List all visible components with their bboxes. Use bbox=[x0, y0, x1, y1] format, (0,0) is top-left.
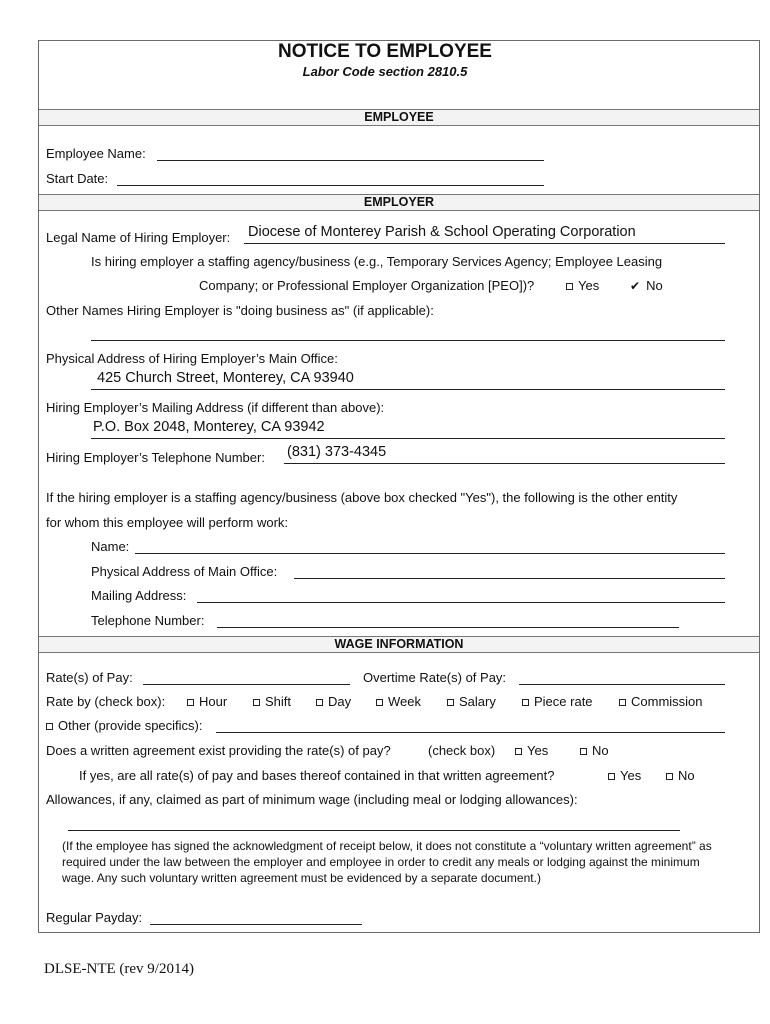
rate-option-day[interactable] bbox=[316, 694, 351, 709]
other-entity-phone-field[interactable] bbox=[217, 627, 679, 628]
wage-section-header: WAGE INFORMATION bbox=[39, 636, 759, 653]
legal-name-value: Diocese of Monterey Parish & School Operating Corporation bbox=[248, 224, 636, 240]
checkbox-icon[interactable] bbox=[566, 283, 573, 290]
staffing-question-line2: Company; or Professional Employer Organization [PEO])? bbox=[199, 278, 535, 293]
start-date-field[interactable] bbox=[117, 185, 544, 186]
legal-name-field[interactable] bbox=[244, 243, 725, 244]
checkbox-icon[interactable] bbox=[608, 773, 615, 780]
dba-label: Other Names Hiring Employer is "doing business as" (if applicable): bbox=[46, 303, 434, 318]
form-title: NOTICE TO EMPLOYEE bbox=[278, 41, 492, 62]
mailing-address-label: Hiring Employer’s Mailing Address (if different than above): bbox=[46, 400, 385, 415]
yes-label: Yes bbox=[527, 743, 549, 758]
other-entity-name-label: Name: bbox=[91, 539, 130, 554]
physical-address-label: Physical Address of Hiring Employer’s Main Office: bbox=[46, 351, 338, 366]
employee-name-label: Employee Name: bbox=[46, 146, 146, 161]
checkbox-icon[interactable] bbox=[580, 748, 587, 755]
rate-option-label: Day bbox=[328, 694, 352, 709]
mailing-address-value: P.O. Box 2048, Monterey, CA 93942 bbox=[93, 419, 325, 435]
checkbox-icon[interactable] bbox=[253, 699, 260, 706]
mailing-address-field[interactable] bbox=[91, 438, 725, 439]
checkbox-icon[interactable] bbox=[619, 699, 626, 706]
employee-name-field[interactable] bbox=[157, 160, 544, 161]
rate-of-pay-label: Rate(s) of Pay: bbox=[46, 670, 133, 685]
other-entity-mailing-label: Mailing Address: bbox=[91, 588, 187, 603]
checkbox-icon[interactable] bbox=[187, 699, 194, 706]
telephone-label: Hiring Employer’s Telephone Number: bbox=[46, 450, 265, 465]
checked-checkbox-icon[interactable]: ✔ bbox=[630, 279, 641, 293]
checkbox-icon[interactable] bbox=[46, 723, 53, 730]
rate-option-label: Piece rate bbox=[534, 694, 593, 709]
rate-option-label: Salary bbox=[459, 694, 496, 709]
staffing-question-line1: Is hiring employer a staffing agency/business (e.g., Temporary Services Agency; Employee Leasing bbox=[91, 254, 663, 269]
employer-section-header: EMPLOYER bbox=[39, 194, 759, 211]
staffing-yes-label: Yes bbox=[578, 278, 600, 293]
staffing-yes-option[interactable] bbox=[566, 278, 599, 293]
other-entity-phone-label: Telephone Number: bbox=[91, 613, 205, 628]
written-agreement-yes[interactable] bbox=[515, 743, 548, 758]
dba-field[interactable] bbox=[91, 340, 725, 341]
all-rates-yes[interactable] bbox=[608, 768, 641, 783]
other-entity-text-line1: If the hiring employer is a staffing agency/business (above box checked "Yes"), the following is the other entity bbox=[46, 490, 678, 505]
allowances-field[interactable] bbox=[68, 830, 680, 831]
form-subtitle: Labor Code section 2810.5 bbox=[302, 64, 468, 79]
no-label: No bbox=[678, 768, 695, 783]
rate-option-label: Week bbox=[388, 694, 421, 709]
start-date-label: Start Date: bbox=[46, 171, 109, 186]
staffing-no-option[interactable] bbox=[629, 278, 663, 294]
voluntary-agreement-note: (If the employee has signed the acknowledgment of receipt below, it does not constitute a “voluntary written agreement” as required under the law between the employer and employee in order to credit any meals or lodging against the minimum wage. Any such voluntary written agreement must be evidenced by a separate document.) bbox=[62, 839, 712, 885]
regular-payday-field[interactable] bbox=[150, 924, 362, 925]
rate-option-week[interactable] bbox=[376, 694, 421, 709]
rate-option-piece-rate[interactable] bbox=[522, 694, 593, 709]
regular-payday-label: Regular Payday: bbox=[46, 910, 143, 925]
rate-option-other-label: Other (provide specifics): bbox=[58, 718, 203, 733]
yes-label: Yes bbox=[620, 768, 642, 783]
written-agreement-no[interactable] bbox=[580, 743, 609, 758]
other-specifics-field[interactable] bbox=[216, 732, 725, 733]
rate-option-shift[interactable] bbox=[253, 694, 291, 709]
other-entity-address-label: Physical Address of Main Office: bbox=[91, 564, 278, 579]
telephone-value: (831) 373-4345 bbox=[287, 444, 387, 460]
checkbox-icon[interactable] bbox=[666, 773, 673, 780]
legal-name-label: Legal Name of Hiring Employer: bbox=[46, 230, 231, 245]
form-id: DLSE-NTE (rev 9/2014) bbox=[44, 961, 194, 977]
no-label: No bbox=[592, 743, 609, 758]
checkbox-icon[interactable] bbox=[515, 748, 522, 755]
other-entity-address-field[interactable] bbox=[294, 578, 725, 579]
rate-option-commission[interactable] bbox=[619, 694, 703, 709]
allowances-label: Allowances, if any, claimed as part of minimum wage (including meal or lodging allowances): bbox=[46, 792, 578, 807]
rate-of-pay-field[interactable] bbox=[143, 684, 350, 685]
rate-option-hour[interactable] bbox=[187, 694, 227, 709]
other-entity-name-field[interactable] bbox=[135, 553, 725, 554]
rate-option-label: Hour bbox=[199, 694, 228, 709]
rate-option-salary[interactable] bbox=[447, 694, 496, 709]
overtime-rate-field[interactable] bbox=[519, 684, 725, 685]
checkbox-icon[interactable] bbox=[522, 699, 529, 706]
employee-section-header: EMPLOYEE bbox=[39, 109, 759, 126]
physical-address-field[interactable] bbox=[91, 389, 725, 390]
rate-option-other[interactable] bbox=[46, 718, 203, 733]
written-agreement-question: Does a written agreement exist providing the rate(s) of pay? bbox=[46, 743, 391, 758]
overtime-rate-label: Overtime Rate(s) of Pay: bbox=[363, 670, 507, 685]
all-rates-no[interactable] bbox=[666, 768, 695, 783]
rate-by-label: Rate by (check box): bbox=[46, 694, 166, 709]
rate-option-label: Shift bbox=[265, 694, 292, 709]
all-rates-question: If yes, are all rate(s) of pay and bases thereof contained in that written agreement? bbox=[79, 768, 555, 783]
other-entity-text-line2: for whom this employee will perform work: bbox=[46, 515, 289, 530]
other-entity-mailing-field[interactable] bbox=[197, 602, 725, 603]
staffing-no-label: No bbox=[646, 278, 663, 293]
checkbox-icon[interactable] bbox=[376, 699, 383, 706]
checkbox-icon[interactable] bbox=[447, 699, 454, 706]
telephone-field[interactable] bbox=[284, 463, 725, 464]
check-box-hint: (check box) bbox=[428, 743, 496, 758]
physical-address-value: 425 Church Street, Monterey, CA 93940 bbox=[97, 370, 354, 386]
checkbox-icon[interactable] bbox=[316, 699, 323, 706]
rate-option-label: Commission bbox=[631, 694, 703, 709]
